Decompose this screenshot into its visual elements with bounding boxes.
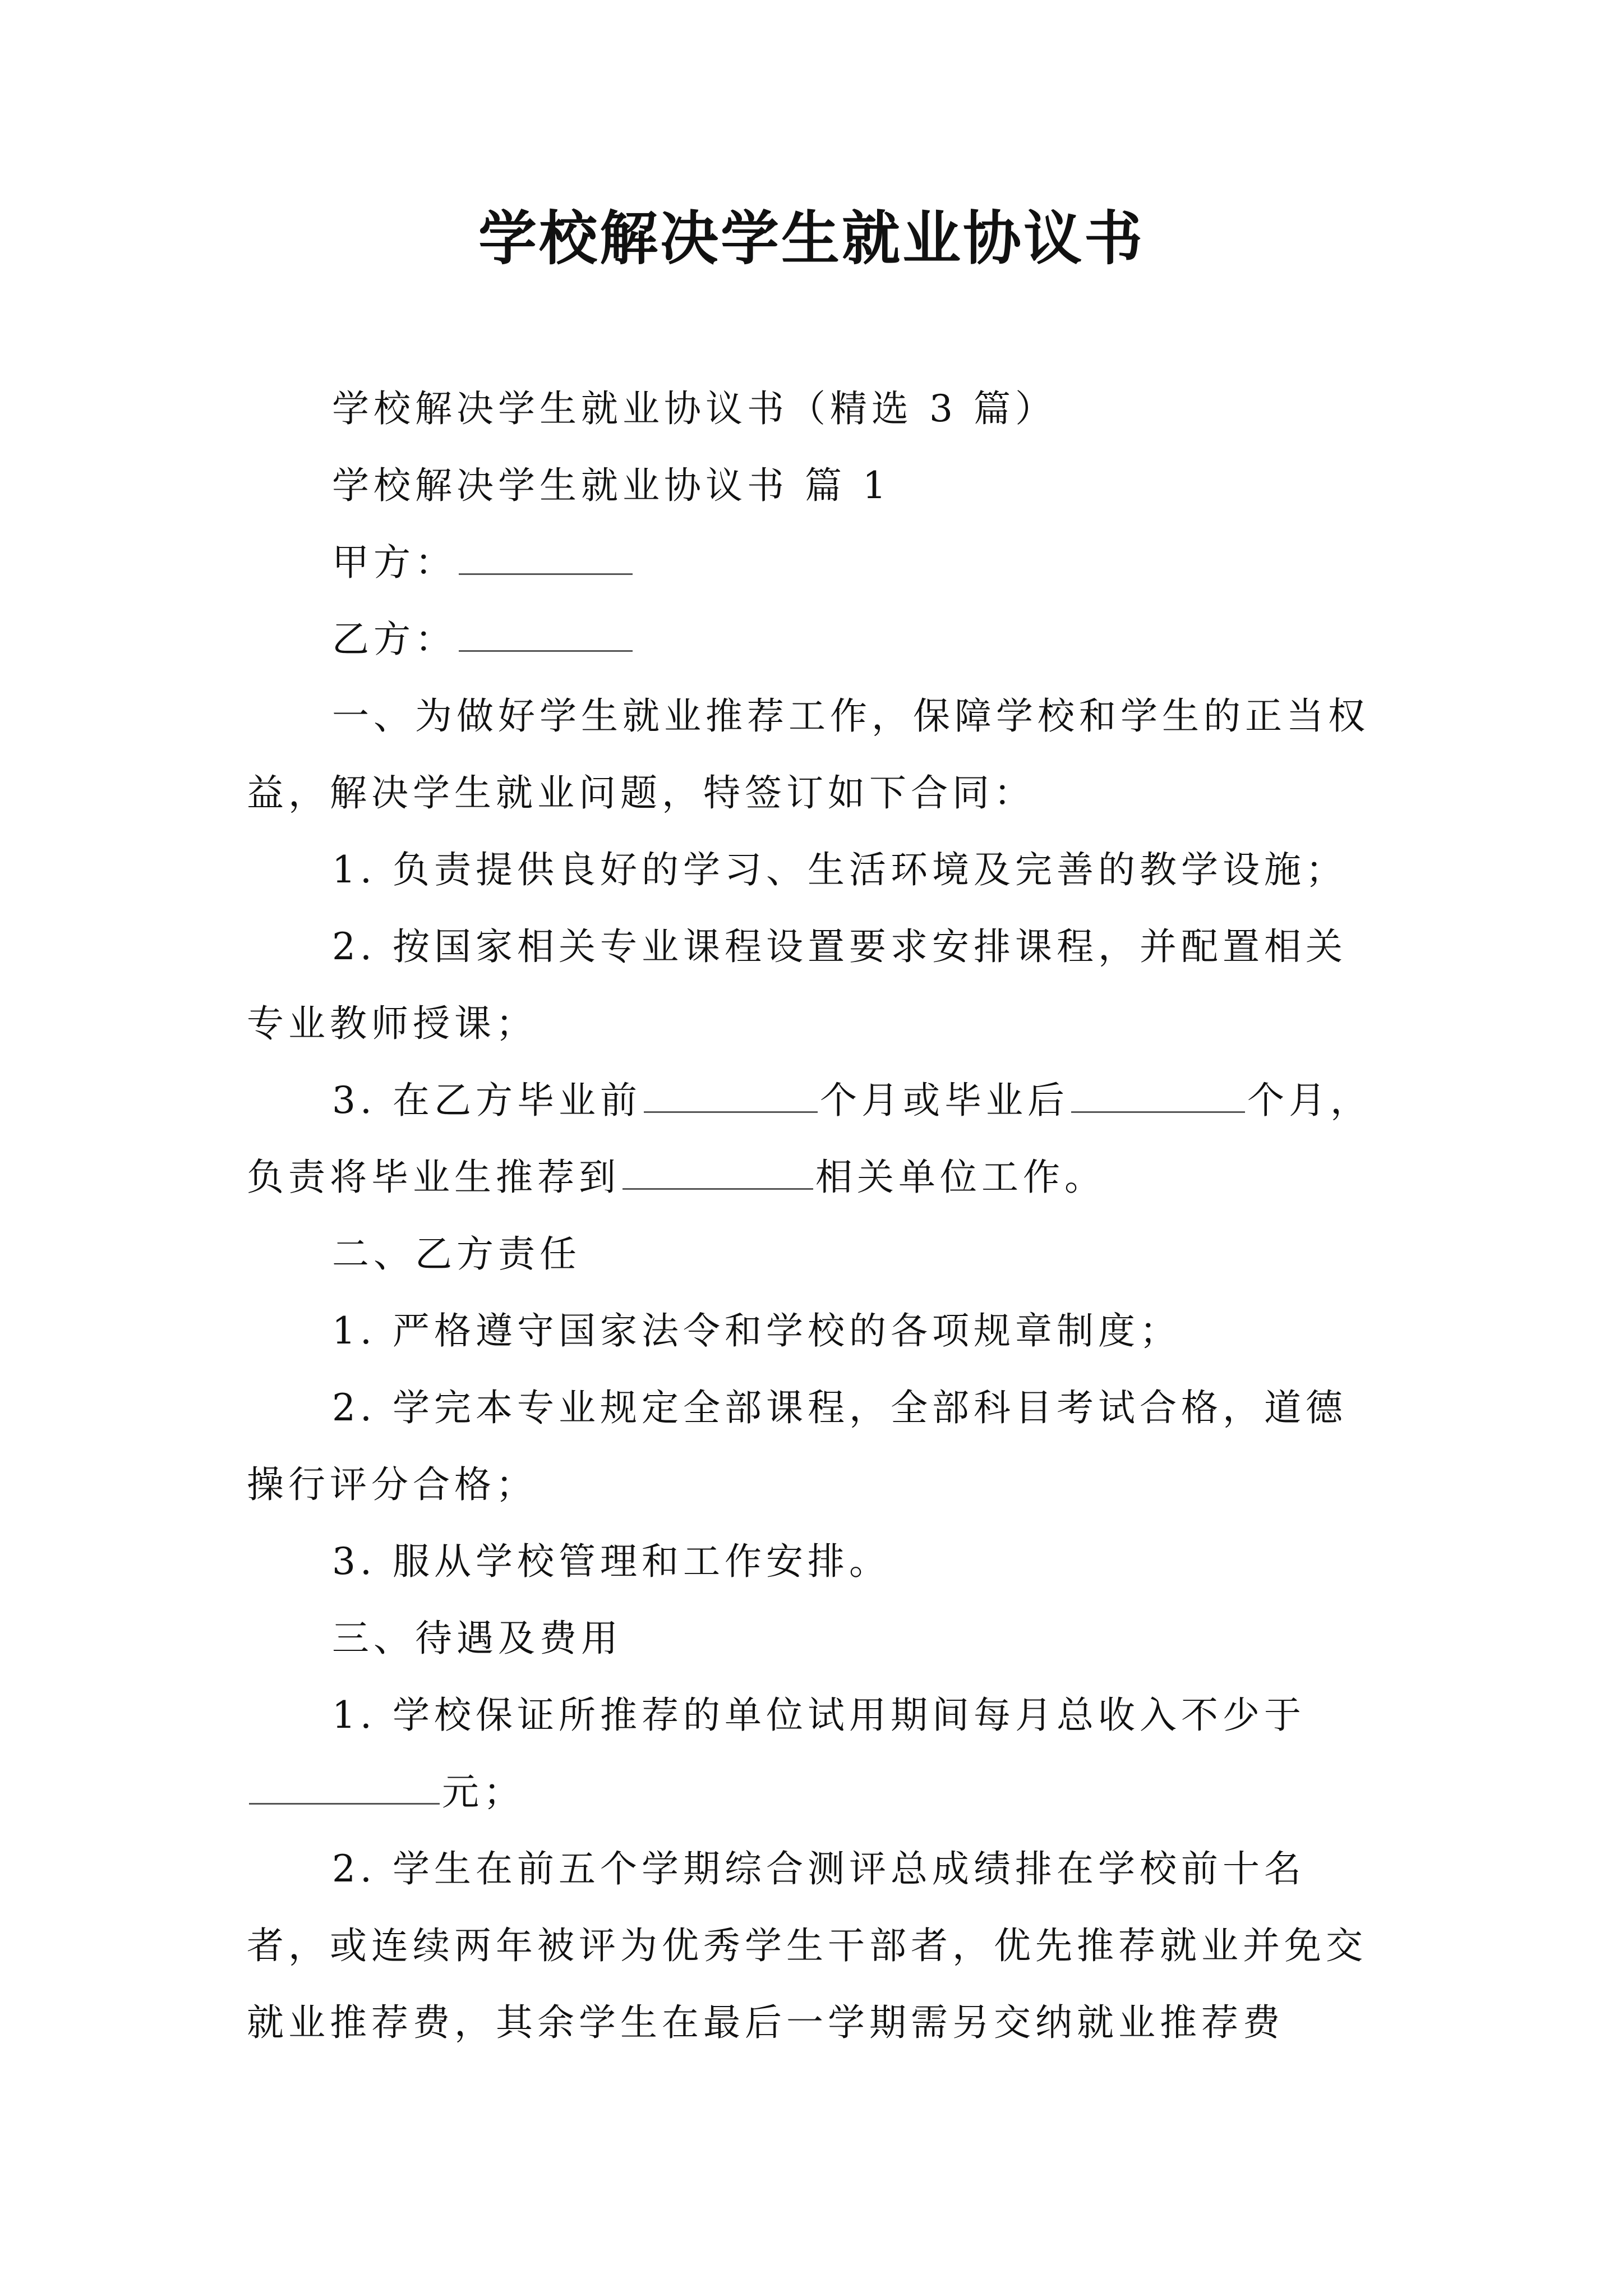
clause1-intro: 一、为做好学生就业推荐工作，保障学校和学生的正当权益，解决学生就业问题，特签订如下合同： bbox=[247, 694, 1370, 815]
party-b-line bbox=[247, 601, 1380, 678]
clause1-item3-part-b: 个月或毕业后 bbox=[819, 1079, 1069, 1122]
clause1-item3-part-c: 个月，负责将毕业生推荐到 bbox=[247, 1079, 1372, 1199]
income-blank bbox=[249, 1766, 440, 1805]
clause1-item1: 1. 负责提供良好的学习、生活环境及完善的教学设施； bbox=[332, 848, 1347, 891]
clause2-heading: 二、乙方责任 bbox=[332, 1232, 581, 1276]
party-b-label: 乙方： bbox=[332, 618, 457, 661]
subtitle: 学校解决学生就业协议书（精选 3 篇） bbox=[332, 387, 1057, 430]
document-body bbox=[247, 370, 1380, 2061]
clause2-item3: 3. 服从学校管理和工作安排。 bbox=[332, 1540, 891, 1583]
clause1-item3 bbox=[247, 1062, 1380, 1216]
party-b-blank bbox=[459, 613, 633, 652]
clause3-item1-part-b: 元； bbox=[442, 1770, 525, 1814]
employer-blank bbox=[623, 1151, 813, 1190]
months-after-blank bbox=[1071, 1074, 1245, 1113]
clause2-item1: 1. 严格遵守国家法令和学校的各项规章制度； bbox=[332, 1309, 1181, 1352]
months-before-blank bbox=[644, 1074, 818, 1113]
party-a-label: 甲方： bbox=[332, 541, 457, 584]
clause1-item3-part-a: 3. 在乙方毕业前 bbox=[332, 1079, 642, 1122]
section-heading: 学校解决学生就业协议书 篇 1 bbox=[332, 464, 891, 507]
clause3-heading: 三、待遇及费用 bbox=[332, 1617, 623, 1660]
party-a-line bbox=[247, 524, 1380, 601]
party-a-blank bbox=[459, 536, 633, 575]
clause1-item3-part-d: 相关单位工作。 bbox=[815, 1156, 1106, 1199]
clause2-item2: 2. 学完本专业规定全部课程，全部科目考试合格，道德操行评分合格； bbox=[247, 1386, 1347, 1506]
clause3-item1 bbox=[247, 1677, 1380, 1830]
clause3-item1-part-a: 1. 学校保证所推荐的单位试用期间每月总收入不少于 bbox=[332, 1694, 1306, 1737]
document-title: 学校解决学生就业协议书 bbox=[478, 204, 1145, 273]
clause1-item2: 2. 按国家相关专业课程设置要求安排课程，并配置相关专业教师授课； bbox=[247, 925, 1347, 1045]
clause3-item2: 2. 学生在前五个学期综合测评总成绩排在学校前十名者，或连续两年被评为优秀学生干部者，优先推荐就业并免交就业推荐费，其余学生在最后一学期需另交纳就业推荐费 bbox=[247, 1847, 1367, 2044]
